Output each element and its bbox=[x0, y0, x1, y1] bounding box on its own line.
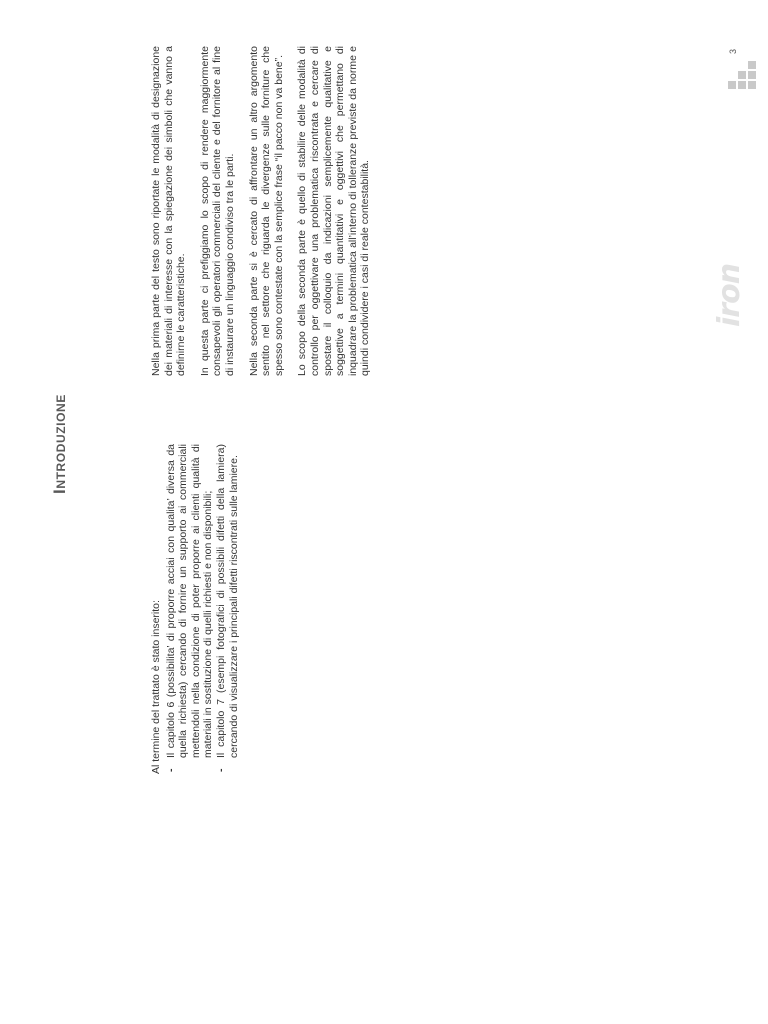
page-number: 3 bbox=[728, 48, 738, 54]
squares-decoration-icon bbox=[728, 55, 762, 89]
text-column-2 bbox=[150, 444, 240, 774]
paragraph: Nella seconda parte si è cercato di affrontare un altro argomento sentito nel settore che riguarda le divergenze sulle forniture che spesso sono contestate con la semplice frase “il pacco non va bene”. bbox=[247, 46, 285, 376]
paragraph: In questa parte ci prefiggiamo lo scopo di rendere maggiormente consapevoli gli operatori commerciali del cliente e del fornitore al fine di instaurare un linguaggio condiviso tra le parti. bbox=[198, 46, 236, 376]
paragraph: Lo scopo della seconda parte è quello di stabilire delle modalità di controllo per oggettivare una problematica riscontrata e cercare di spostare il colloquio da indicazioni semplicemente qualitative e soggettive a termini quantitativi e oggettivi che permettano di inquadrare la problematica all’interno di tolleranze previste da norme e quindi condividere i casi di reale contestabilità. bbox=[296, 46, 372, 376]
chapter-list bbox=[165, 444, 241, 774]
list-item: - Il capitolo 7 (esempi fotografici di possibili difetti della lamiera) cercando di visualizzare i principali difetti riscontrati sulle lamiere. bbox=[215, 444, 240, 758]
list-item: - Il capitolo 6 (possibilita’ di proporre acciai con qualita’ diversa da quella richiesta) cercando di fornire un supporto ai commerciali mettendoli nella condizione di poter proporre ai clienti qualità di materiali in sostituzione di quelli richiesti e non disponibili; bbox=[165, 444, 215, 758]
list-intro: Al termine del trattato è stato inserito: bbox=[150, 600, 162, 774]
paragraph: Nella prima parte del testo sono riportate le modalità di designazione dei materiali di interesse con la spiegazione dei simboli che vanno a definirne le caratteristiche. bbox=[150, 46, 188, 376]
page-title: Introduzione bbox=[50, 394, 69, 494]
text-column-1 bbox=[150, 46, 383, 376]
iron-logo: iron bbox=[712, 263, 747, 327]
